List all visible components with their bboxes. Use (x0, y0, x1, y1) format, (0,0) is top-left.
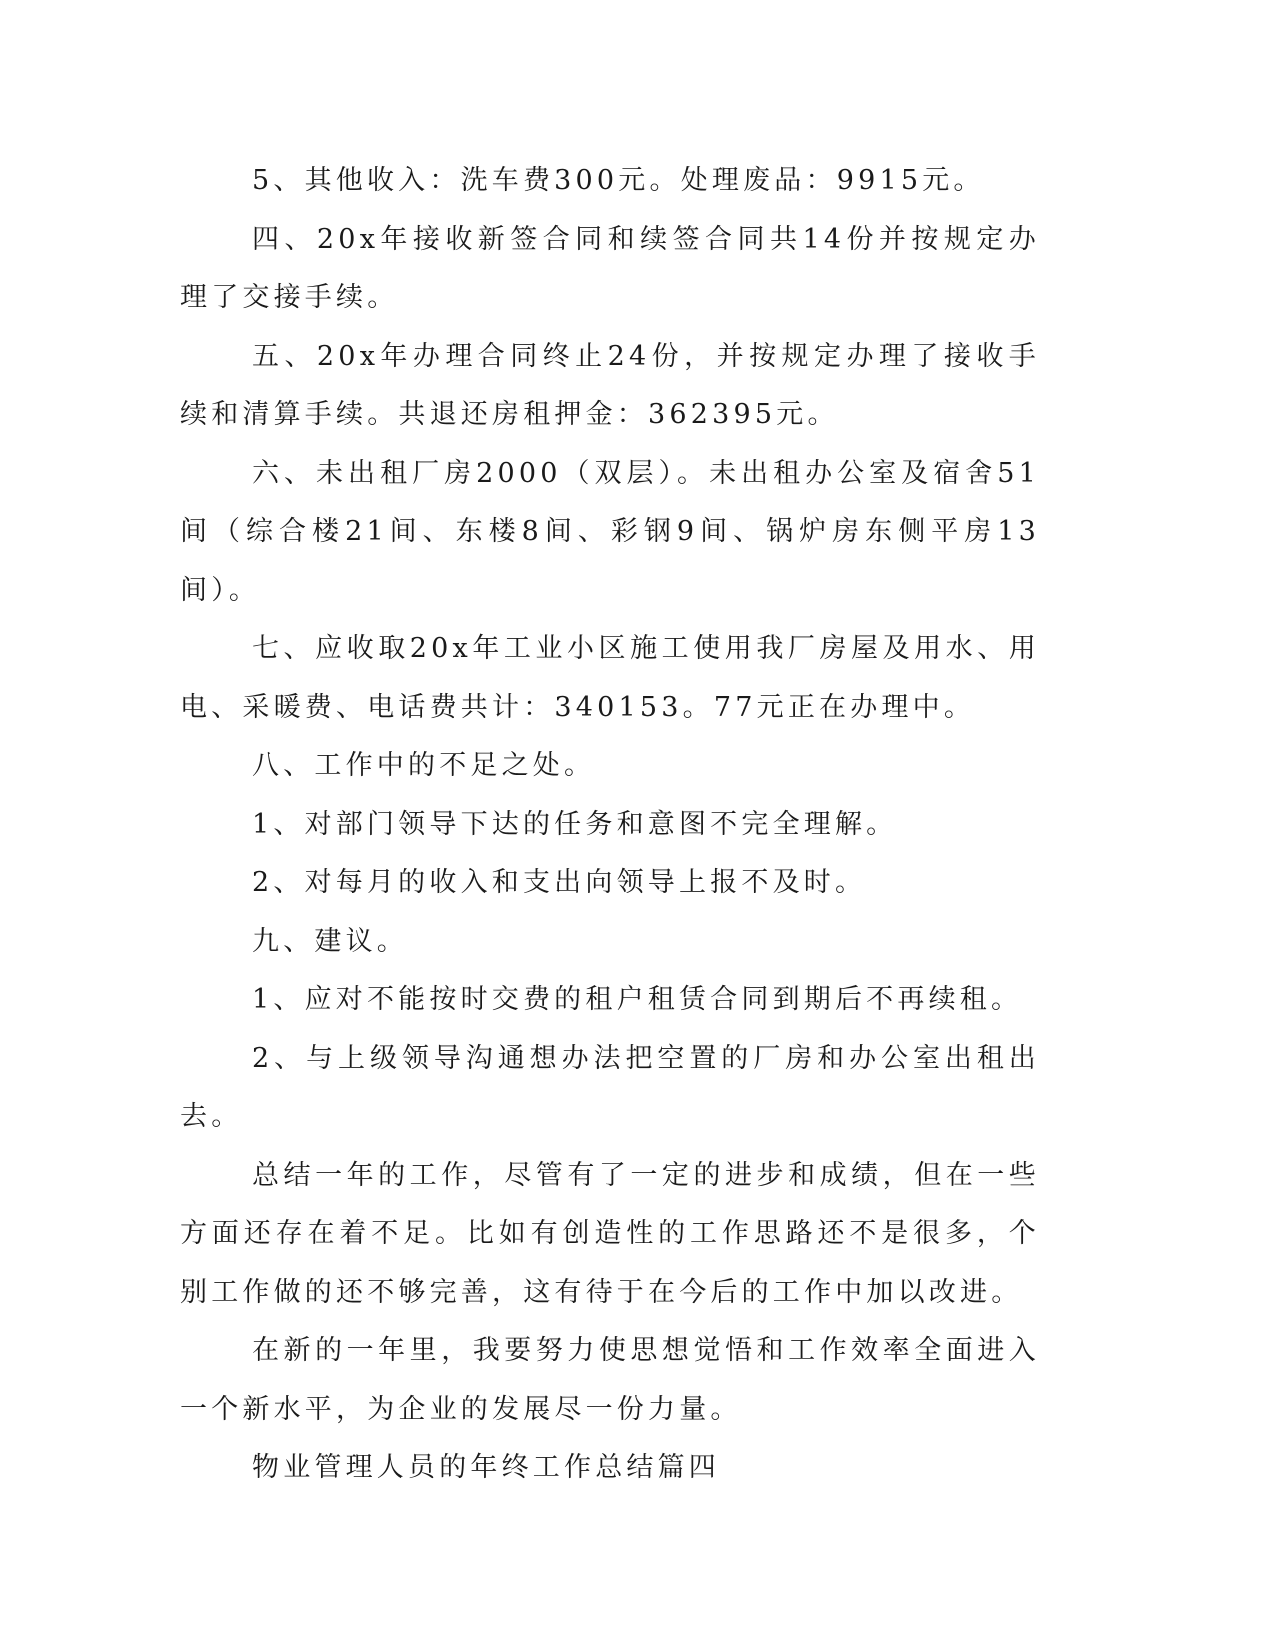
paragraph-section-8-heading: 八、工作中的不足之处。 (252, 750, 596, 781)
paragraph-section-5: 五、20x年办理合同终止24份，并按规定办理了接收手续和清算手续。共退还房租押金：362395元。 (180, 340, 1040, 430)
paragraph-section-4: 四、20x年接收新签合同和续签合同共14份并按规定办理了交接手续。 (180, 223, 1040, 313)
paragraph-suggestion-2: 2、与上级领导沟通想办法把空置的厂房和办公室出租出去。 (180, 1042, 1040, 1132)
paragraph-shortcoming-1: 1、对部门领导下达的任务和意图不完全理解。 (252, 808, 898, 840)
paragraph-new-year: 在新的一年里，我要努力使思想觉悟和工作效率全面进入一个新水平，为企业的发展尽一份力量。 (180, 1335, 1040, 1425)
paragraph-section-9-heading: 九、建议。 (252, 925, 408, 957)
document-page (180, 152, 1040, 1498)
paragraph-other-income: 5、其他收入：洗车费300元。处理废品：9915元。 (252, 165, 985, 196)
paragraph-section-7: 七、应收取20x年工业小区施工使用我厂房屋及用水、用电、采暖费、电话费共计：340153。77元正在办理中。 (180, 633, 1040, 723)
paragraph-shortcoming-2: 2、对每月的收入和支出向领导上报不及时。 (252, 867, 867, 898)
paragraph-summary: 总结一年的工作，尽管有了一定的进步和成绩，但在一些方面还存在着不足。比如有创造性的工作思路还不是很多，个别工作做的还不够完善，这有待于在今后的工作中加以改进。 (180, 1159, 1040, 1308)
section-heading-part-4: 物业管理人员的年终工作总结篇四 (252, 1452, 720, 1483)
paragraph-section-6: 六、未出租厂房2000（双层）。未出租办公室及宿舍51间（综合楼21间、东楼8间、彩钢9间、锅炉房东侧平房13间）。 (180, 457, 1040, 606)
paragraph-suggestion-1: 1、应对不能按时交费的租户租赁合同到期后不再续租。 (252, 984, 1023, 1015)
